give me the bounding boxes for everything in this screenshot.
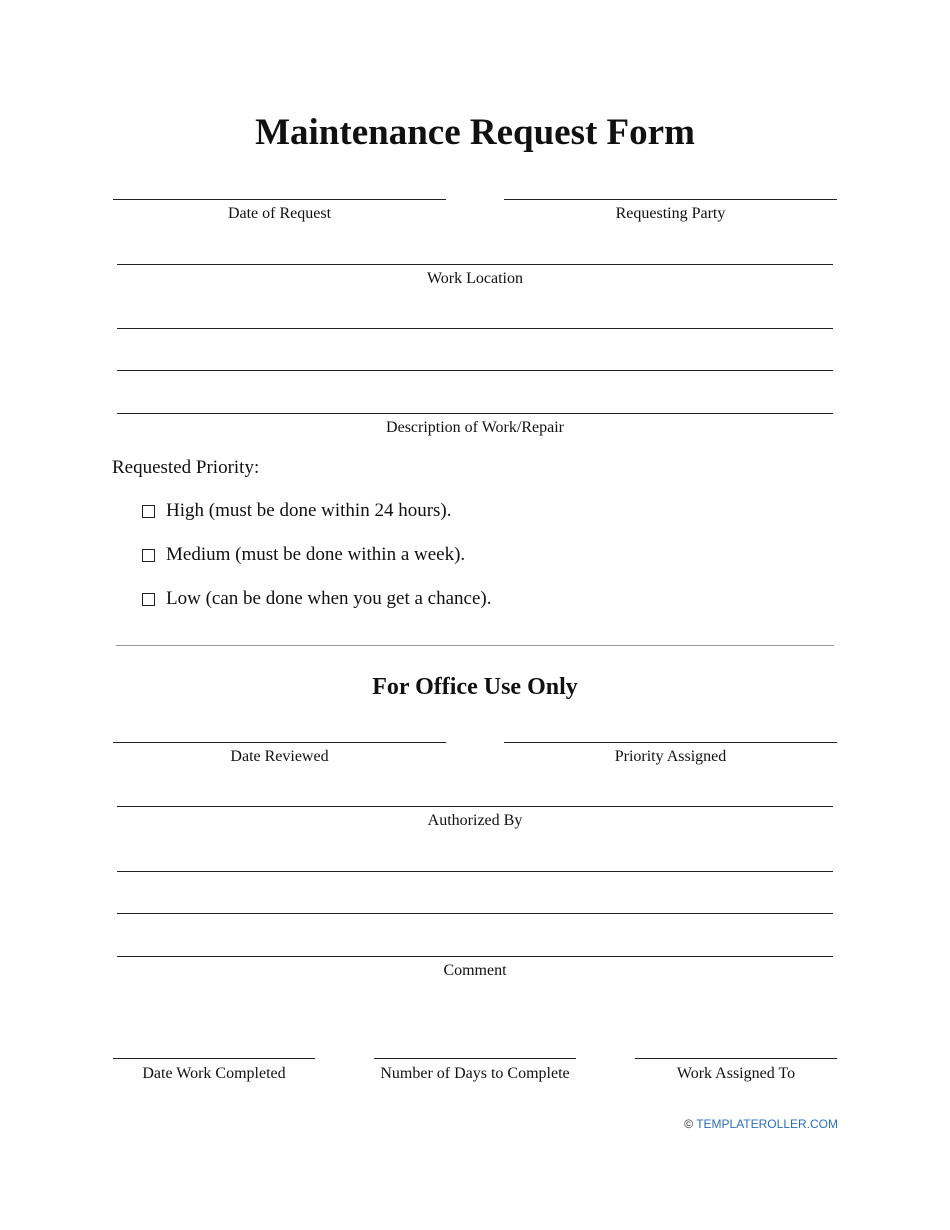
description-line-2[interactable] xyxy=(117,370,833,371)
section-divider xyxy=(116,645,834,646)
days-to-complete-line[interactable] xyxy=(374,1058,576,1059)
date-reviewed-label: Date Reviewed xyxy=(230,748,329,765)
description-line-1[interactable] xyxy=(117,328,833,329)
date-work-completed-line[interactable] xyxy=(113,1058,315,1059)
authorized-by-line[interactable] xyxy=(117,806,833,807)
description-label: Description of Work/Repair xyxy=(386,419,564,436)
priority-option-medium[interactable] xyxy=(142,543,465,567)
work-assigned-to-label: Work Assigned To xyxy=(676,1065,796,1082)
days-to-complete-label: Number of Days to Complete xyxy=(380,1065,570,1082)
office-use-heading: For Office Use Only xyxy=(372,674,578,700)
checkbox-low[interactable] xyxy=(142,593,155,606)
description-line-3[interactable] xyxy=(117,413,833,414)
work-assigned-to-line[interactable] xyxy=(635,1058,837,1059)
date-of-request-label: Date of Request xyxy=(227,205,332,222)
work-location-line[interactable] xyxy=(117,264,833,265)
date-reviewed-line[interactable] xyxy=(113,742,446,743)
copyright-symbol: © xyxy=(684,1117,694,1131)
comment-line-1[interactable] xyxy=(117,871,833,872)
date-of-request-line[interactable] xyxy=(113,199,446,200)
templateroller-link[interactable]: TEMPLATEROLLER.COM xyxy=(696,1117,838,1131)
priority-option-high[interactable] xyxy=(142,499,452,523)
priority-option-low-label: Low (can be done when you get a chance). xyxy=(166,588,492,609)
authorized-by-label: Authorized By xyxy=(427,812,523,829)
date-work-completed-label: Date Work Completed xyxy=(142,1065,286,1082)
requested-priority-heading: Requested Priority: xyxy=(112,457,260,478)
comment-label: Comment xyxy=(443,962,507,979)
requesting-party-label: Requesting Party xyxy=(615,205,726,222)
checkbox-medium[interactable] xyxy=(142,549,155,562)
comment-line-3[interactable] xyxy=(117,956,833,957)
priority-option-high-label: High (must be done within 24 hours). xyxy=(166,500,452,521)
comment-line-2[interactable] xyxy=(117,913,833,914)
work-location-label: Work Location xyxy=(426,270,523,287)
priority-option-low[interactable] xyxy=(142,587,492,611)
form-title: Maintenance Request Form xyxy=(255,112,695,153)
footer-copyright xyxy=(684,1116,838,1132)
requesting-party-line[interactable] xyxy=(504,199,837,200)
priority-assigned-label: Priority Assigned xyxy=(614,748,727,765)
priority-option-medium-label: Medium (must be done within a week). xyxy=(166,544,466,565)
checkbox-high[interactable] xyxy=(142,505,155,518)
priority-assigned-line[interactable] xyxy=(504,742,837,743)
